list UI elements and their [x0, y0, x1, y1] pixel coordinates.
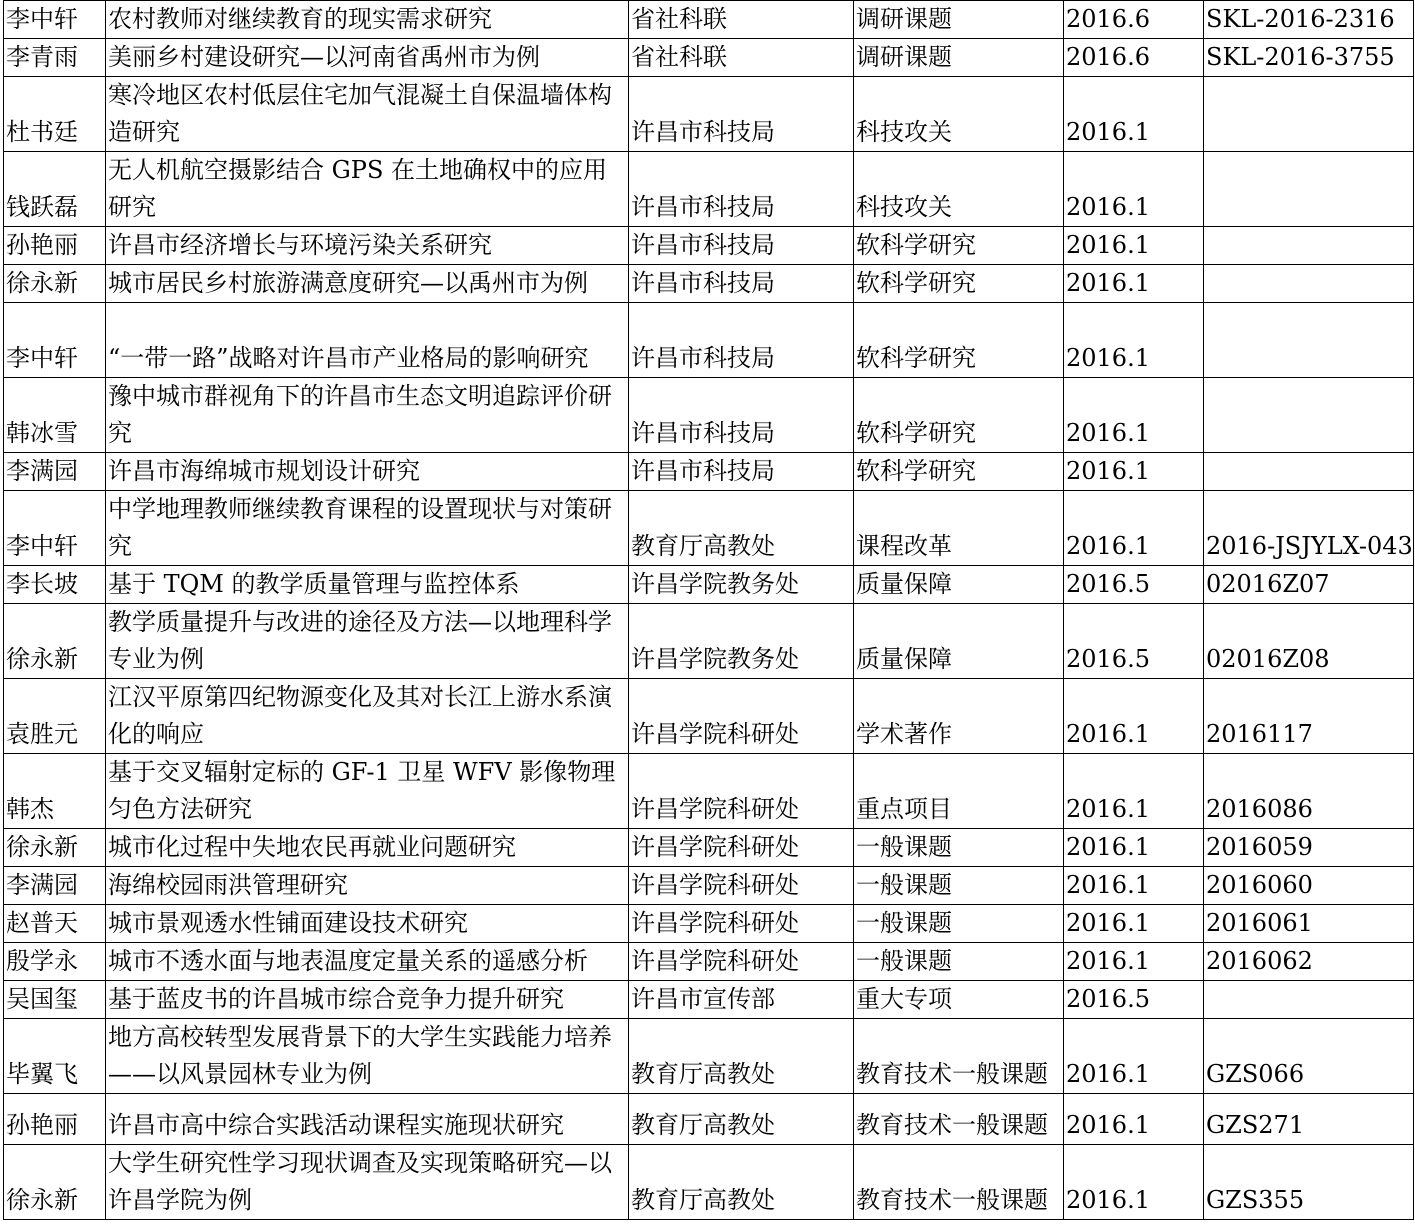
- cell-title: 江汉平原第四纪物源变化及其对长江上游水系演化的响应: [106, 679, 629, 754]
- cell-date: 2016.1: [1064, 453, 1204, 491]
- cell-type: 软科学研究: [854, 227, 1064, 265]
- cell-code: [1204, 981, 1414, 1019]
- cell-title: 许昌市高中综合实践活动课程实施现状研究: [106, 1094, 629, 1145]
- cell-type: 一般课题: [854, 943, 1064, 981]
- table-row: [4, 227, 1414, 265]
- cell-code: 2016062: [1204, 943, 1414, 981]
- cell-type: 重点项目: [854, 754, 1064, 829]
- cell-code: [1204, 152, 1414, 227]
- table-row: [4, 491, 1414, 566]
- cell-code: 02016Z08: [1204, 604, 1414, 679]
- cell-title: 豫中城市群视角下的许昌市生态文明追踪评价研究: [106, 378, 629, 453]
- table-row: [4, 453, 1414, 491]
- cell-date: 2016.5: [1064, 981, 1204, 1019]
- cell-name: 毕翼飞: [4, 1019, 106, 1094]
- cell-title: 城市化过程中失地农民再就业问题研究: [106, 829, 629, 867]
- cell-source: 许昌市科技局: [629, 77, 854, 152]
- cell-code: 2016086: [1204, 754, 1414, 829]
- table-row: [4, 829, 1414, 867]
- cell-date: 2016.1: [1064, 943, 1204, 981]
- cell-code: 2016061: [1204, 905, 1414, 943]
- table-row: [4, 77, 1414, 152]
- cell-date: 2016.5: [1064, 604, 1204, 679]
- cell-date: 2016.1: [1064, 227, 1204, 265]
- table-row: [4, 867, 1414, 905]
- cell-date: 2016.1: [1064, 152, 1204, 227]
- cell-date: 2016.1: [1064, 303, 1204, 378]
- cell-title: 许昌市海绵城市规划设计研究: [106, 453, 629, 491]
- cell-title: 城市居民乡村旅游满意度研究—以禹州市为例: [106, 265, 629, 303]
- cell-name: 徐永新: [4, 604, 106, 679]
- cell-code: GZS271: [1204, 1094, 1414, 1145]
- cell-title: 农村教师对继续教育的现实需求研究: [106, 1, 629, 39]
- table-row: [4, 981, 1414, 1019]
- cell-name: 杜书廷: [4, 77, 106, 152]
- cell-source: 许昌市科技局: [629, 378, 854, 453]
- cell-code: [1204, 77, 1414, 152]
- cell-type: 软科学研究: [854, 378, 1064, 453]
- cell-title: 城市景观透水性铺面建设技术研究: [106, 905, 629, 943]
- cell-name: 孙艳丽: [4, 1094, 106, 1145]
- cell-type: 软科学研究: [854, 265, 1064, 303]
- cell-date: 2016.1: [1064, 77, 1204, 152]
- cell-type: 调研课题: [854, 39, 1064, 77]
- cell-source: 省社科联: [629, 1, 854, 39]
- cell-type: 一般课题: [854, 829, 1064, 867]
- table-row: [4, 1, 1414, 39]
- cell-date: 2016.1: [1064, 905, 1204, 943]
- table-row: [4, 1019, 1414, 1094]
- cell-source: 许昌市宣传部: [629, 981, 854, 1019]
- cell-type: 教育技术一般课题: [854, 1145, 1064, 1220]
- cell-name: 钱跃磊: [4, 152, 106, 227]
- cell-name: 孙艳丽: [4, 227, 106, 265]
- cell-type: 课程改革: [854, 491, 1064, 566]
- cell-name: 袁胜元: [4, 679, 106, 754]
- cell-source: 许昌学院教务处: [629, 604, 854, 679]
- cell-source: 许昌学院科研处: [629, 679, 854, 754]
- table-row: [4, 905, 1414, 943]
- table-row: [4, 303, 1414, 378]
- table-row: [4, 754, 1414, 829]
- cell-date: 2016.1: [1064, 754, 1204, 829]
- cell-code: SKL-2016-2316: [1204, 1, 1414, 39]
- cell-source: 省社科联: [629, 39, 854, 77]
- cell-title: 无人机航空摄影结合 GPS 在土地确权中的应用研究: [106, 152, 629, 227]
- projects-table: [3, 0, 1414, 1220]
- cell-source: 教育厅高教处: [629, 1019, 854, 1094]
- cell-type: 一般课题: [854, 867, 1064, 905]
- table-row: [4, 152, 1414, 227]
- cell-date: 2016.1: [1064, 491, 1204, 566]
- cell-date: 2016.1: [1064, 679, 1204, 754]
- cell-code: [1204, 378, 1414, 453]
- cell-code: GZS066: [1204, 1019, 1414, 1094]
- cell-name: 李中轩: [4, 1, 106, 39]
- cell-date: 2016.6: [1064, 39, 1204, 77]
- cell-title: 中学地理教师继续教育课程的设置现状与对策研究: [106, 491, 629, 566]
- cell-type: 一般课题: [854, 905, 1064, 943]
- table-row: [4, 604, 1414, 679]
- cell-type: 教育技术一般课题: [854, 1094, 1064, 1145]
- cell-code: SKL-2016-3755: [1204, 39, 1414, 77]
- cell-title: 许昌市经济增长与环境污染关系研究: [106, 227, 629, 265]
- cell-name: 韩杰: [4, 754, 106, 829]
- cell-type: 重大专项: [854, 981, 1064, 1019]
- cell-code: 2016-JSJYLX-043: [1204, 491, 1414, 566]
- cell-code: 02016Z07: [1204, 566, 1414, 604]
- cell-name: 赵普天: [4, 905, 106, 943]
- cell-name: 韩冰雪: [4, 378, 106, 453]
- cell-title: “一带一路”战略对许昌市产业格局的影响研究: [106, 303, 629, 378]
- cell-source: 许昌市科技局: [629, 152, 854, 227]
- table-row: [4, 679, 1414, 754]
- table-row: [4, 39, 1414, 77]
- cell-code: [1204, 303, 1414, 378]
- cell-source: 许昌市科技局: [629, 453, 854, 491]
- table-row: [4, 378, 1414, 453]
- cell-source: 许昌市科技局: [629, 303, 854, 378]
- cell-date: 2016.1: [1064, 1094, 1204, 1145]
- cell-source: 许昌学院教务处: [629, 566, 854, 604]
- cell-date: 2016.6: [1064, 1, 1204, 39]
- cell-date: 2016.1: [1064, 265, 1204, 303]
- table-row: [4, 943, 1414, 981]
- cell-type: 科技攻关: [854, 77, 1064, 152]
- cell-source: 许昌市科技局: [629, 227, 854, 265]
- table-row: [4, 265, 1414, 303]
- table-row: [4, 1094, 1414, 1145]
- cell-name: 李长坡: [4, 566, 106, 604]
- cell-name: 李中轩: [4, 303, 106, 378]
- cell-name: 李满园: [4, 453, 106, 491]
- cell-source: 许昌市科技局: [629, 265, 854, 303]
- cell-title: 基于交叉辐射定标的 GF-1 卫星 WFV 影像物理匀色方法研究: [106, 754, 629, 829]
- cell-type: 软科学研究: [854, 453, 1064, 491]
- cell-name: 徐永新: [4, 265, 106, 303]
- cell-type: 软科学研究: [854, 303, 1064, 378]
- cell-type: 质量保障: [854, 566, 1064, 604]
- cell-name: 吴国玺: [4, 981, 106, 1019]
- cell-code: [1204, 227, 1414, 265]
- cell-name: 徐永新: [4, 829, 106, 867]
- cell-name: 李中轩: [4, 491, 106, 566]
- cell-title: 地方高校转型发展背景下的大学生实践能力培养——以风景园林专业为例: [106, 1019, 629, 1094]
- cell-type: 学术著作: [854, 679, 1064, 754]
- cell-source: 许昌学院科研处: [629, 867, 854, 905]
- cell-source: 教育厅高教处: [629, 491, 854, 566]
- cell-code: 2016060: [1204, 867, 1414, 905]
- cell-title: 寒冷地区农村低层住宅加气混凝土自保温墙体构造研究: [106, 77, 629, 152]
- cell-source: 许昌学院科研处: [629, 829, 854, 867]
- cell-title: 大学生研究性学习现状调查及实现策略研究—以许昌学院为例: [106, 1145, 629, 1220]
- cell-name: 李满园: [4, 867, 106, 905]
- cell-code: GZS355: [1204, 1145, 1414, 1220]
- cell-source: 教育厅高教处: [629, 1094, 854, 1145]
- cell-type: 科技攻关: [854, 152, 1064, 227]
- cell-name: 李青雨: [4, 39, 106, 77]
- cell-name: 殷学永: [4, 943, 106, 981]
- cell-title: 海绵校园雨洪管理研究: [106, 867, 629, 905]
- cell-date: 2016.1: [1064, 829, 1204, 867]
- cell-source: 许昌学院科研处: [629, 943, 854, 981]
- table-row: [4, 1145, 1414, 1220]
- cell-title: 美丽乡村建设研究—以河南省禹州市为例: [106, 39, 629, 77]
- cell-type: 质量保障: [854, 604, 1064, 679]
- cell-source: 许昌学院科研处: [629, 905, 854, 943]
- cell-source: 教育厅高教处: [629, 1145, 854, 1220]
- cell-title: 教学质量提升与改进的途径及方法—以地理科学专业为例: [106, 604, 629, 679]
- cell-type: 调研课题: [854, 1, 1064, 39]
- cell-title: 基于 TQM 的教学质量管理与监控体系: [106, 566, 629, 604]
- cell-title: 基于蓝皮书的许昌城市综合竞争力提升研究: [106, 981, 629, 1019]
- cell-code: 2016059: [1204, 829, 1414, 867]
- cell-date: 2016.1: [1064, 378, 1204, 453]
- cell-code: [1204, 453, 1414, 491]
- cell-code: 2016117: [1204, 679, 1414, 754]
- cell-type: 教育技术一般课题: [854, 1019, 1064, 1094]
- cell-date: 2016.1: [1064, 867, 1204, 905]
- cell-source: 许昌学院科研处: [629, 754, 854, 829]
- cell-title: 城市不透水面与地表温度定量关系的遥感分析: [106, 943, 629, 981]
- cell-date: 2016.1: [1064, 1145, 1204, 1220]
- table-row: [4, 566, 1414, 604]
- cell-date: 2016.1: [1064, 1019, 1204, 1094]
- cell-code: [1204, 265, 1414, 303]
- cell-name: 徐永新: [4, 1145, 106, 1220]
- cell-date: 2016.5: [1064, 566, 1204, 604]
- projects-table-body: [4, 1, 1414, 1220]
